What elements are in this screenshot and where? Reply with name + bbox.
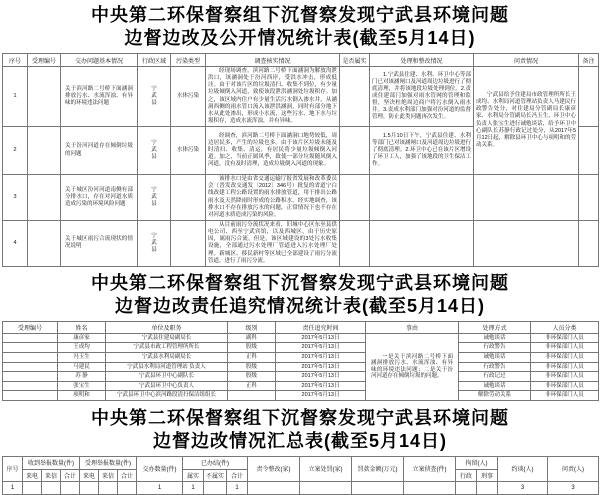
cell-investigation: 经调查，滨河路二号桥下面涵洞口地势较低，周边居民多，产生的垃圾也多。由于该片区垃圾未能及时清扫、收集、清运，有居民将少量垃圾倾倒入河道。加之，当前正属风季，致使一部分垃圾随风倒入河道，没有及时清理，造成垃圾倒入河道的现象。	[206, 127, 340, 175]
col-investigation: 调查核实情况	[206, 54, 340, 67]
subcol-false: 不属实	[204, 469, 227, 481]
col-fine-amount: 罚款金额(万元)	[352, 456, 404, 481]
col-accepted-reports: 受理举报数量(件)	[80, 456, 137, 469]
subcol-total: 合计	[61, 469, 80, 481]
table3-title-line2: 边督边改情况汇总表(截至5月14日)	[152, 430, 448, 451]
table-row	[3, 381, 599, 391]
cell-completed-true: 1	[183, 481, 204, 494]
col-pollution-type: 污染类型	[171, 54, 206, 67]
cell-unit-title: 宁武县环卫中心滨河路段清扫保洁组组长	[106, 391, 228, 401]
table-row	[3, 391, 599, 401]
cell-completed-false	[204, 481, 227, 494]
cell-category: 非环保部门人员	[531, 362, 599, 372]
cell-name: 康彦家	[58, 333, 106, 343]
table-row	[3, 353, 599, 363]
cell-rank: 正科	[228, 353, 276, 363]
cell-date: 2017年5月13日	[276, 353, 366, 363]
cell-case-investigation	[404, 481, 456, 494]
cell-pollution-type	[171, 175, 206, 221]
cell-accept-no	[3, 391, 58, 401]
table-row	[3, 333, 599, 343]
cell-issue: 关于城区汾河河道南侧有部分排水口，存在对河道水质造成污染的环境风险问题	[61, 175, 138, 221]
cell-date: 2017年5月13日	[276, 381, 366, 391]
table1-title-line1: 中央第二环保督察组下沉督察发现宁武县环境问题	[91, 5, 509, 25]
table-row	[3, 362, 599, 372]
col-issue: 交办问题基本情况	[61, 54, 138, 67]
cell-seq: 1	[3, 67, 28, 127]
table-header-row	[3, 456, 599, 469]
cell-accept-no	[3, 362, 58, 372]
cell-investigation: 该排水口是由省交通运输厅报省发展和改革委员会（晋发改交通发〔2012〕346号）批复的省道宁白线改建工程公路设置的雨水排放管道，用于排出公路雨水及天然降雨时形成的公路积水。经实地调查，该排水口不存在排放污水的问题，正常情况下也不存在对河道水质造成污染的风险。	[206, 175, 340, 221]
cell-action: 行政记过	[459, 372, 531, 382]
cell-accountability	[474, 175, 579, 221]
col-verified: 是否属实	[340, 54, 370, 67]
cell-category: 非环保部门人员	[531, 391, 599, 401]
cell-note	[579, 67, 599, 127]
cell-completed-total: 1	[227, 481, 248, 494]
table-header-row	[3, 54, 599, 67]
cell-received-letter	[42, 481, 61, 494]
cell-handling: 1.5月10日下午，宁武县住建、水利等部门已对该涵闸口及河道周边垃圾进行了彻底清理。2.环卫中心已在该片区增设了环卫工人，加强了该地段的卫生保洁工作。	[370, 127, 474, 175]
cell-accepted-total	[118, 481, 137, 494]
subcol-criminal: 刑事	[477, 469, 498, 481]
cell-unit-title: 宁武县水利局河道管理站 负责人	[106, 362, 228, 372]
cell-investigation: 从目前雨污分流状况来看，旧城中心区东至县供电公司、西至宁武宾馆，以及西城区，由于历史原因，属雨污合流。但是，该区域建设的3处污水收集设施，全部通过污水处理厂管道进入污水处理厂处理。新城区、移民新村等区域已全部建设了雨污分流管道，进行了雨污分流。	[206, 220, 340, 266]
cell-action: 诫勉谈话	[459, 333, 531, 343]
col-action: 处理方式	[459, 321, 531, 333]
cell-action: 诫勉谈话	[459, 353, 531, 363]
cell-note	[579, 175, 599, 221]
col-date: 责任追究时间	[276, 321, 366, 333]
subcol-call: 来电	[23, 469, 42, 481]
cell-note	[579, 220, 599, 266]
col-unit-title: 单位及职务	[106, 321, 228, 333]
cell-seq: 2	[3, 127, 28, 175]
cell-detain-admin	[456, 481, 477, 494]
cell-date: 2017年5月13日	[276, 362, 366, 372]
cell-category: 非环保部门人员	[531, 372, 599, 382]
cell-fine-amount	[352, 481, 404, 494]
cell-unit-title: 宁武县环卫中心负责人	[106, 381, 228, 391]
cell-accept-no	[3, 333, 58, 343]
col-rank: 级别	[228, 321, 276, 333]
rectification-publicity-table	[2, 53, 599, 267]
cell-handling	[370, 175, 474, 221]
cell-accept-no	[28, 175, 61, 221]
cell-verified	[340, 220, 370, 266]
cell-rectify	[248, 481, 300, 494]
cell-seq: 3	[3, 175, 28, 221]
col-note: 备注	[579, 54, 599, 67]
cell-unit-title: 宁武县住建局副局长	[106, 333, 228, 343]
cell-action: 行政警告	[459, 362, 531, 372]
cell-category: 非环保部门人员	[531, 343, 599, 353]
col-accountability: 问责情况	[474, 54, 579, 67]
col-rectify: 责令整改(家)	[248, 456, 300, 481]
col-accept-no: 受理编号	[3, 321, 58, 333]
cell-accept-no	[3, 381, 58, 391]
cell-seq: 1	[3, 481, 23, 494]
table2-title-line1: 中央第二环保督察组下沉督察发现宁武县环境问题	[91, 272, 509, 293]
cell-name: 马建民	[58, 362, 106, 372]
cell-investigation: 经现场调查，滨河路二号桥下面涵洞为解放沟泄洪口，该涵洞处于汾河西岸，受洪水冲击，形成低洼。由于对该片区的垃圾清扫、收集不到位，有少量垃圾倾倒入河道，致使该段泄洪涵洞处垃圾积存。加之，该区域内住户有少量生活污水倒入渗水井，从涵洞西侧的雨水管口流入该泄洪涵洞，同时有部分地下水从此处渗出，形成小水流，这些污水、地下水与垃圾积存，造成水流浑浊，并有异味。	[206, 67, 340, 127]
cell-handling	[370, 220, 474, 266]
cell-name: 王成均	[58, 343, 106, 353]
subcol-total: 合计	[227, 469, 248, 481]
cell-category: 非环保部门人员	[531, 353, 599, 363]
cell-received-total	[61, 481, 80, 494]
cell-issue: 关于城区雨污合流现状的情况说明	[61, 220, 138, 266]
col-cause: 事由	[366, 321, 459, 333]
cell-action: 行政警告	[459, 343, 531, 353]
col-accept-no: 受理编号	[28, 54, 61, 67]
col-region: 行政区域	[138, 54, 171, 67]
table-header-row	[3, 321, 599, 333]
cell-region: 宁武县	[138, 220, 171, 266]
table-row	[3, 372, 599, 382]
cell-received-call	[23, 481, 42, 494]
cell-pollution-type: 水体污染	[171, 67, 206, 127]
subcol-call: 来电	[80, 469, 99, 481]
cell-accountable: 3	[548, 481, 599, 494]
cell-rank: 股级	[228, 362, 276, 372]
cell-date: 2017年5月13日	[276, 343, 366, 353]
cell-date: 2017年5月13日	[276, 372, 366, 382]
cell-date: 2017年5月13日	[276, 391, 366, 401]
subcol-true: 属实	[183, 469, 204, 481]
cell-interview: 3	[498, 481, 548, 494]
cell-name: 项明和	[58, 391, 106, 401]
cell-accepted-call	[80, 481, 99, 494]
cell-unit-title: 宁武县市政工程管理所所长	[106, 343, 228, 353]
col-handling: 处理和整改情况	[370, 54, 474, 67]
cell-action: 诫勉谈话	[459, 381, 531, 391]
summary-table	[2, 456, 599, 495]
cell-accept-no	[3, 353, 58, 363]
table3-title-line1: 中央第二环保督察组下沉督察发现宁武县环境问题	[91, 407, 509, 428]
cell-filed-penalty	[300, 481, 352, 494]
cell-detain-criminal	[477, 481, 498, 494]
cell-region: 宁武县	[138, 67, 171, 127]
cell-action: 解除劳动关系	[459, 391, 531, 401]
cell-category: 非环保部门人员	[531, 381, 599, 391]
col-interview: 约谈(人)	[498, 456, 548, 481]
cell-verified	[340, 127, 370, 175]
cell-pollution-type: 水体污染	[171, 127, 206, 175]
cell-accept-no	[28, 220, 61, 266]
subcol-total: 合计	[118, 469, 137, 481]
cell-accepted-letter	[99, 481, 118, 494]
cell-note	[579, 127, 599, 175]
table-row	[3, 175, 599, 221]
table2-title-line2: 边督边改责任追究情况统计表(截至5月14日)	[114, 295, 486, 316]
cell-accountability: 宁武县给予住建局市政管理所所长王成均、水利局河道管理站负责人马建民行政警告处分，对住建局分管副局长康彦家、水利局分管副局长冯玉生、环卫中心负责人张宝生进行诫勉谈话，给予环卫中心副队长苏静行政记过处分，从2017年5月12日起，解除县环卫中心与项明和的劳动关系。	[474, 67, 579, 175]
col-accountable: 问责(人)	[548, 456, 599, 481]
cell-name: 苏 静	[58, 372, 106, 382]
cell-date: 2017年5月13日	[276, 333, 366, 343]
col-received-reports: 收到举报数量(件)	[23, 456, 80, 469]
cell-cause: 一是关于滨河路二号桥下面涵洞排放污水、水流浑浊、有异味的环境违法问题；二是关于汾河河道存在倾倒垃圾的问题。	[366, 333, 459, 400]
cell-issue: 关于汾河河道存在倾倒垃圾的问题	[61, 127, 138, 175]
subcol-letter: 来信	[99, 469, 118, 481]
col-category: 人员分类	[531, 321, 599, 333]
cell-accountability	[474, 220, 579, 266]
cell-pollution-type	[171, 220, 206, 266]
accountability-table	[2, 321, 599, 401]
subcol-letter: 来信	[42, 469, 61, 481]
cell-rank: 股级	[228, 343, 276, 353]
cell-accept-no	[28, 127, 61, 175]
cell-name: 张宝生	[58, 381, 106, 391]
cell-verified	[340, 67, 370, 127]
table-row	[3, 67, 599, 127]
col-seq: 序号	[3, 456, 23, 481]
cell-rank	[228, 391, 276, 401]
cell-accept-no	[3, 372, 58, 382]
cell-assigned: 1	[137, 481, 183, 494]
cell-unit-title: 宁武县环卫中心副队长	[106, 372, 228, 382]
cell-region: 宁武县	[138, 175, 171, 221]
table-row	[3, 343, 599, 353]
col-filed-penalty: 立案处罚(家)	[300, 456, 352, 481]
cell-verified	[340, 175, 370, 221]
subcol-admin: 行政	[456, 469, 477, 481]
cell-rank: 股级	[228, 372, 276, 382]
cell-unit-title: 宁武县水利局副局长	[106, 353, 228, 363]
col-assigned: 交办数量(件)	[137, 456, 183, 481]
col-seq: 序号	[3, 54, 28, 67]
cell-name: 冯玉生	[58, 353, 106, 363]
col-case-investigation: 立案侦查(件)	[404, 456, 456, 481]
cell-handling: 1.宁武县住建、水利、环卫中心等部门已对该涵闸口及河道周边垃圾进行了彻底清理，并将该地段垃圾处理到位。2.责成住建部门加强对雨水管网的管理和监督，坚决杜绝周边商户将污水倒入雨水井。3.责成水利部门加强对汾河道的监督管理，防止此类问题再次发生。	[370, 67, 474, 127]
table-row	[3, 220, 599, 266]
cell-category: 非环保部门人员	[531, 333, 599, 343]
cell-accept-no	[28, 67, 61, 127]
table-row	[3, 481, 599, 494]
cell-issue: 关于滨河路二号桥下面涵洞排放污水、水流浑浊、有异味的环境违法问题	[61, 67, 138, 127]
cell-accept-no	[3, 343, 58, 353]
cell-seq: 4	[3, 220, 28, 266]
col-name: 姓名	[58, 321, 106, 333]
table1-title-line2: 边督边改及公开情况统计表(截至5月14日)	[124, 28, 476, 48]
cell-region: 宁武县	[138, 127, 171, 175]
cell-rank: 副科	[228, 333, 276, 343]
col-detention: 拘留(人)	[456, 456, 498, 469]
cell-rank: 正科	[228, 381, 276, 391]
col-completed: 已办结(件)	[183, 456, 248, 469]
